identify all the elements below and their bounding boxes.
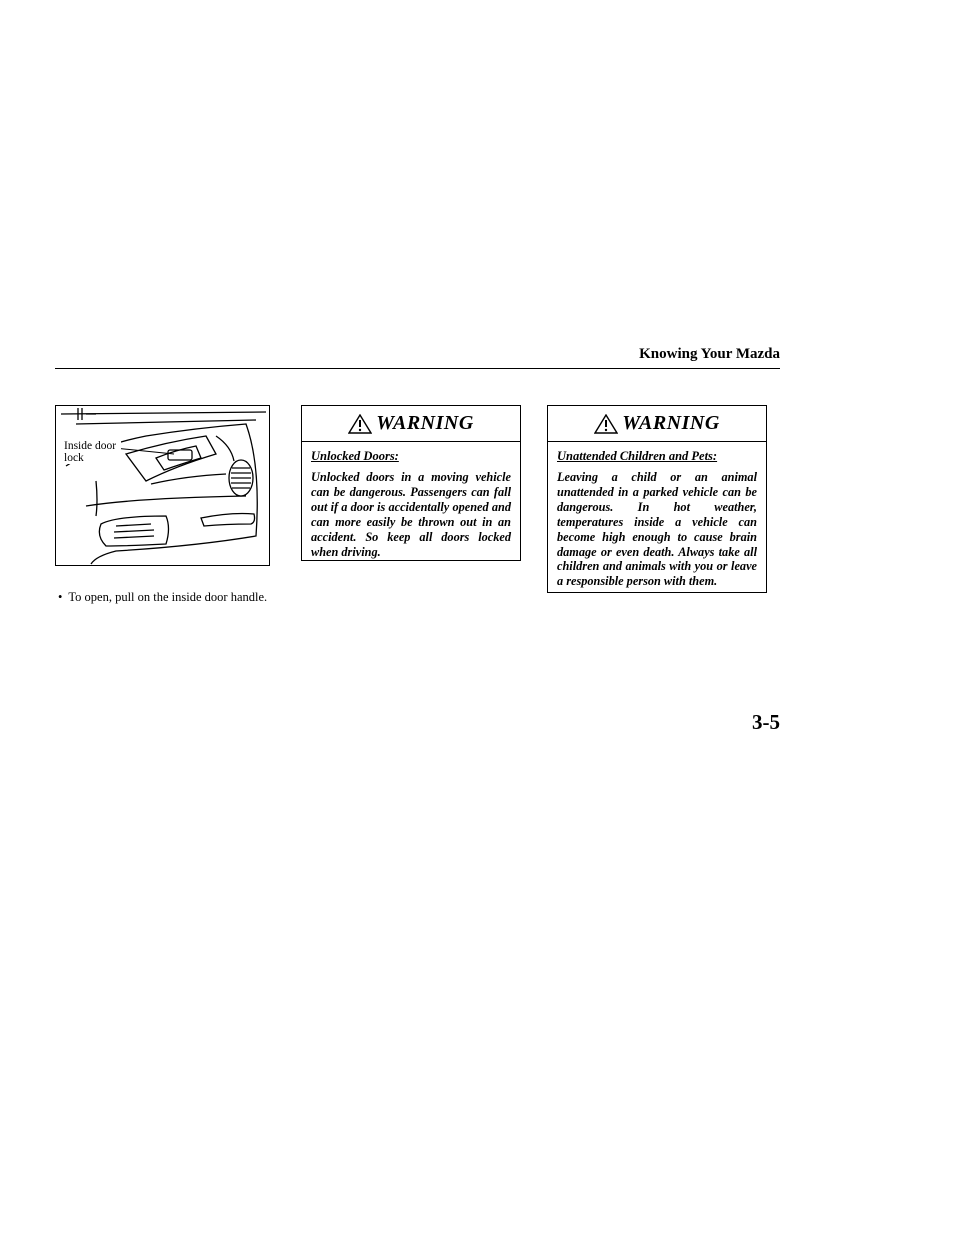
header-rule — [55, 368, 780, 369]
warning-title: WARNING — [622, 412, 720, 434]
warning-box-unattended-children — [547, 405, 767, 593]
warning-text: Unlocked doors in a moving vehicle can be dangerous. Passengers can fall out if a door is accidentally opened and can more easily be thrown out in an accident. So keep all doors locked when driving. — [311, 470, 511, 559]
warning-triangle-icon — [594, 414, 618, 434]
warning-header — [302, 406, 520, 442]
warning-box-unlocked-doors — [301, 405, 521, 561]
warning-triangle-icon — [348, 414, 372, 434]
door-panel-drawing — [56, 406, 270, 566]
door-illustration — [55, 405, 270, 566]
warning-title: WARNING — [376, 412, 474, 434]
warning-subtitle: Unlocked Doors: — [311, 449, 399, 463]
warning-subtitle: Unattended Children and Pets: — [557, 449, 718, 463]
inside-door-lock-label: Inside door lock — [63, 440, 121, 464]
page-number: 3-5 — [752, 710, 780, 734]
section-title: Knowing Your Mazda — [639, 346, 780, 362]
bullet-dot-icon: • — [58, 590, 63, 604]
warning-header — [548, 406, 766, 442]
bullet-item — [58, 590, 267, 605]
warning-text: Leaving a child or an animal unattended in a parked vehicle can be dangerous. In hot weather, temperatures inside a vehicle can become high enough to cause brain damage or even death. Always take all children and animals with you or leave a responsible person with them. — [557, 470, 757, 589]
bullet-text: To open, pull on the inside door handle. — [68, 590, 268, 604]
